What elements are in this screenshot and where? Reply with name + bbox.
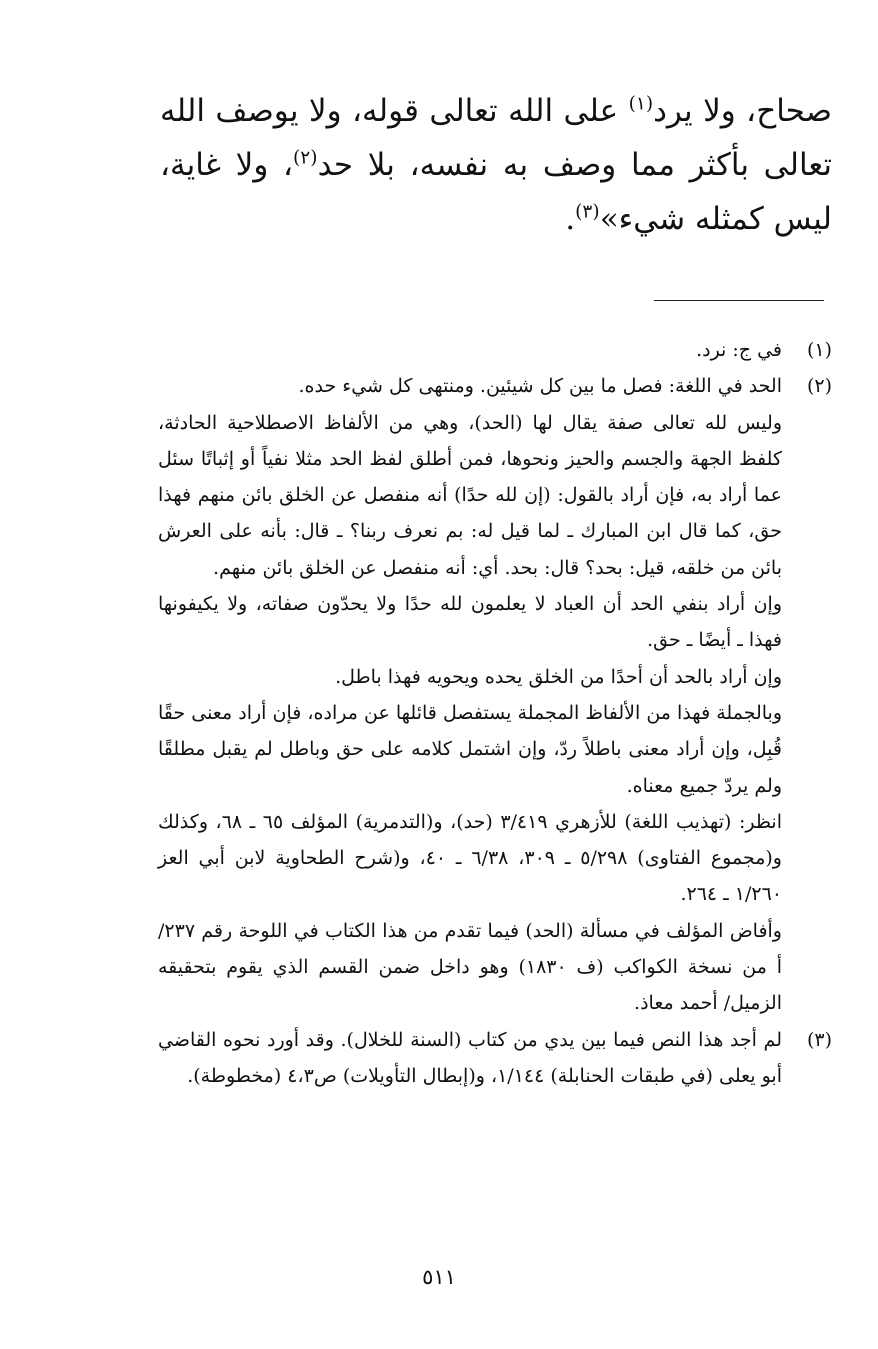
main-text-part: صحاح، ولا يرد	[653, 93, 832, 129]
footnote-number: (٣)	[806, 1028, 832, 1051]
footnotes	[158, 332, 832, 1094]
main-text-part: .	[565, 201, 576, 237]
footnote-ref[interactable]: (٣)	[575, 201, 600, 223]
page-number: ٥١١	[422, 1265, 456, 1289]
main-text	[160, 84, 832, 246]
footnote-paragraph: الحد في اللغة: فصل ما بين كل شيئين. ومنتهى كل شيء حده.	[298, 375, 782, 398]
footnote-paragraph: وإن أراد بنفي الحد أن العباد لا يعلمون لله حدًا ولا يحدّون صفاته، ولا يكيفونها فهذا ـ أيضًا ـ حق.	[158, 593, 782, 652]
main-text-part: على الله تعالى قوله، ولا يوصف الله تعالى بأكثر مما وصف به نفسه، بلا حد	[160, 93, 832, 183]
footnote	[158, 332, 832, 368]
footnote-paragraph: وإن أراد بالحد أن أحدًا من الخلق يحده ويحويه فهذا باطل.	[335, 665, 782, 688]
footnote-number: (١)	[806, 339, 832, 361]
footnote-separator	[654, 300, 824, 301]
footnote	[158, 1022, 832, 1095]
footnote-paragraph: وبالجملة فهذا من الألفاظ المجملة يستفصل قائلها عن مراده، فإن أراد معنى حقًا قُبِل، وإن أراد معنى باطلاً ردّ، وإن اشتمل كلامه على حق وباطل لم يقبل مطلقًا ولم يردّ جميع معناه.	[158, 701, 782, 797]
footnote-paragraph: لم أجد هذا النص فيما بين يدي من كتاب (السنة للخلال). وقد أورد نحوه القاضي أبو يعلى (في طبقات الحنابلة) ١/١٤٤، و(إبطال التأويلات) ص٤،٣ (مخطوطة).	[158, 1028, 782, 1087]
footnote-number: (٢)	[806, 375, 832, 398]
footnote	[158, 368, 832, 1021]
footnote-ref[interactable]: (٢)	[293, 147, 318, 169]
main-text-part: ، ولا غاية، ليس كمثله شيء»	[160, 147, 832, 237]
footnote-paragraph: انظر: (تهذيب اللغة) للأزهري ٣/٤١٩ (حد)، و(التدمرية) المؤلف ٦٥ ـ ٦٨، وكذلك و(مجموع الفتاوى) ٥/٢٩٨ ـ ٣٠٩، ٦/٣٨ ـ ٤٠، و(شرح الطحاوية لابن أبي العز ١/٢٦٠ ـ ٢٦٤.	[158, 810, 782, 906]
footnote-paragraph: وليس لله تعالى صفة يقال لها (الحد)، وهي من الألفاظ الاصطلاحية الحادثة، كلفظ الجهة والجسم والحيز ونحوها، فمن أطلق لفظ الحد مثلا نفياً أو إثباتًا سئل عما أراد به، فإن أراد بالقول: (إن لله حدًا) أنه منفصل عن الخلق بائن منهم فهذا حق، كما قال ابن المبارك ـ لما قيل له: بم نعرف ربنا؟ ـ قال: بأنه على العرش بائن من خلقه، قيل: بحد؟ قال: بحد. أي: أنه منفصل عن الخلق بائن منهم.	[158, 411, 782, 579]
footnote-ref[interactable]: (١)	[628, 93, 654, 115]
footnote-paragraph: وأفاض المؤلف في مسألة (الحد) فيما تقدم من هذا الكتاب في اللوحة رقم ٢٣٧/أ من نسخة الكواكب (ف ١٨٣٠) وهو داخل ضمن القسم الذي يقوم بتحقيقه الزميل/ أحمد معاذ.	[158, 919, 782, 1015]
footnote-paragraph: في ج: نرد.	[696, 339, 782, 361]
